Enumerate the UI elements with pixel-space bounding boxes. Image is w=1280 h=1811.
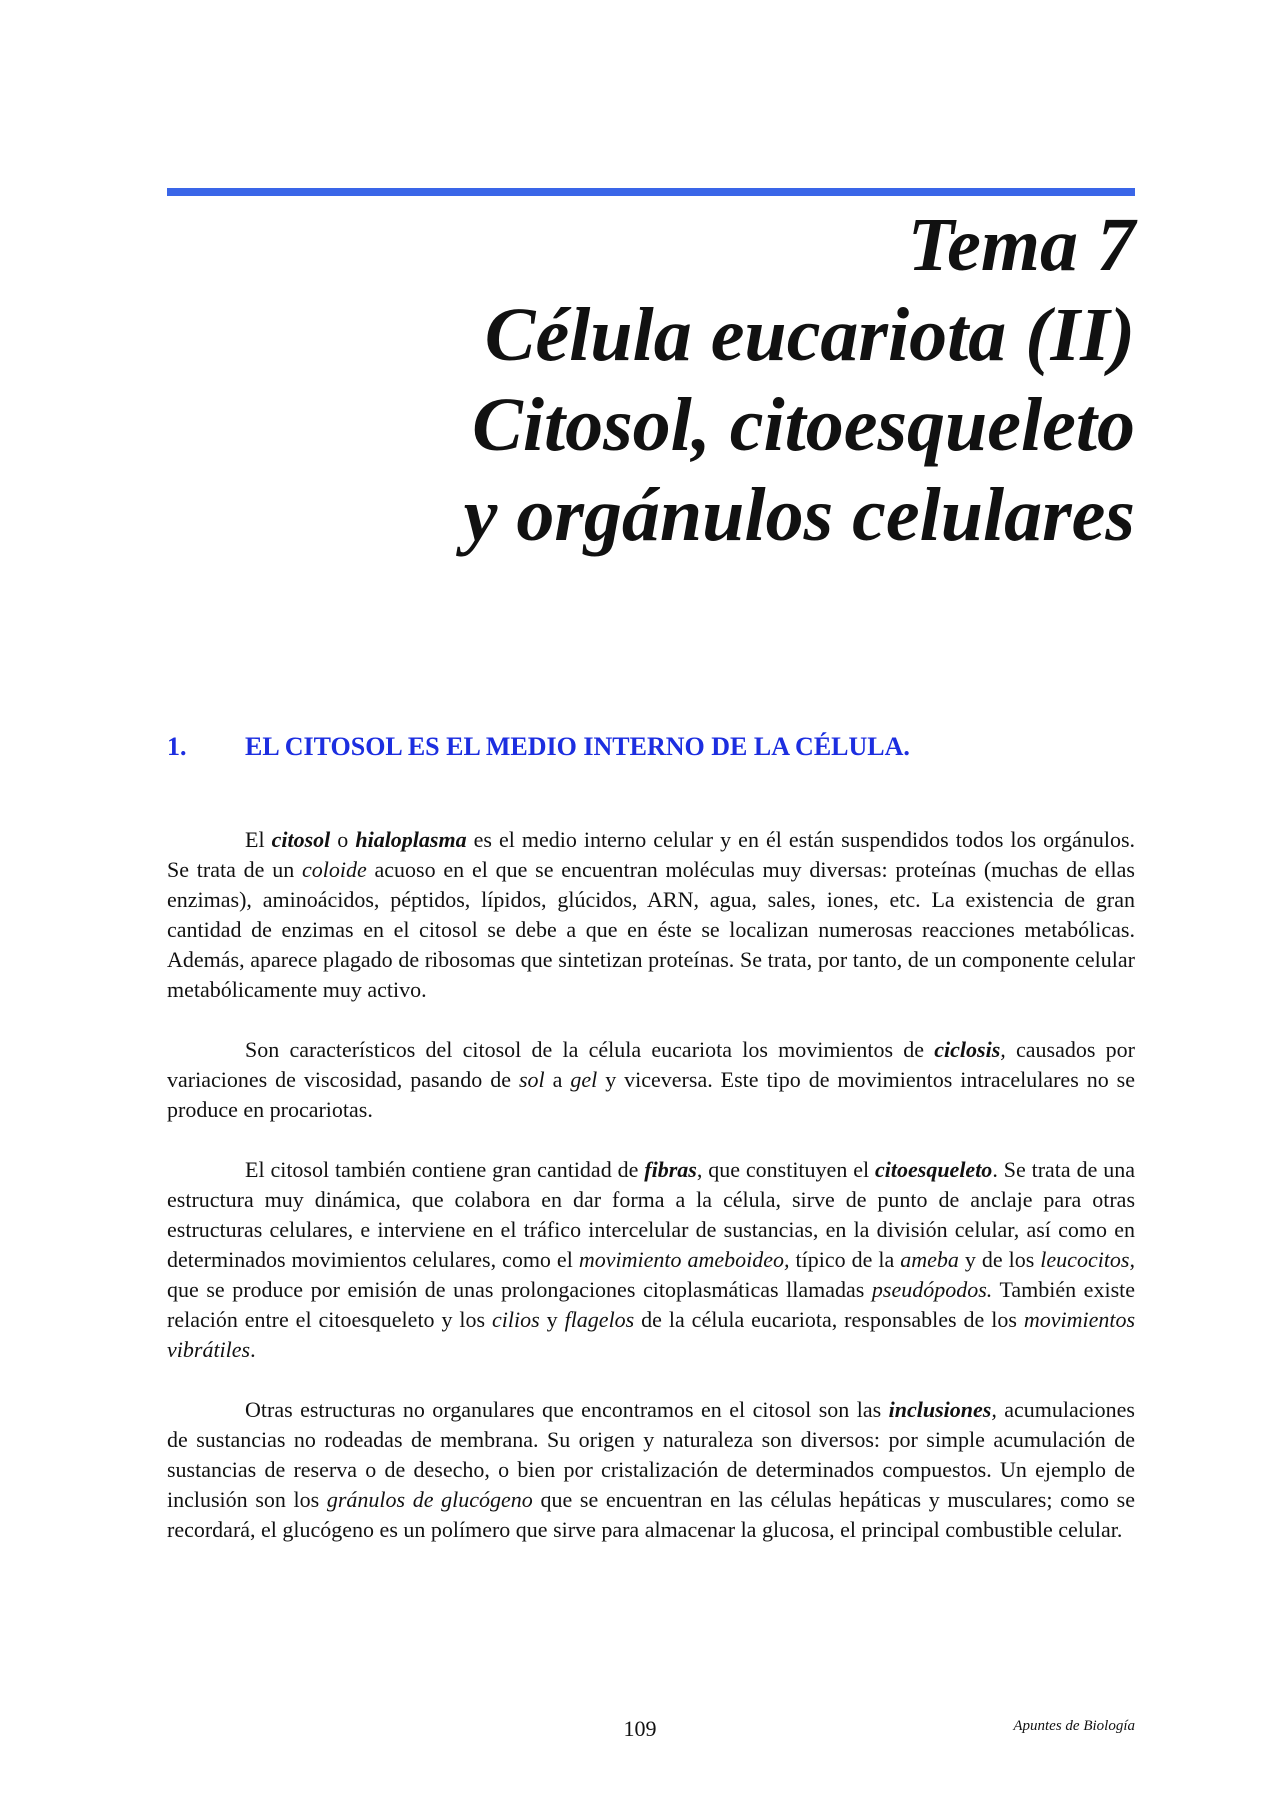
paragraph — [167, 1395, 1135, 1545]
text-run: acumulaciones de sustancias no rodeadas de membrana. Su origen y naturaleza son diversos: por simple acumulación de sustancias de reserva o de desecho, o bien por cristalización de determinados compuestos. Un ejemplo de inclusión son los — [167, 1397, 1135, 1512]
text-run: pseudópodos. — [871, 1277, 993, 1302]
book-name: Apuntes de Biología — [1013, 1718, 1135, 1734]
text-run: a — [544, 1067, 571, 1092]
text-run: hialoplasma — [355, 827, 467, 852]
text-run: que se encuentran en las células hepáticas y musculares; como se recordará, el glucógeno es un polímero que sirve para almacenar la glucosa, el principal combustible celular. — [167, 1487, 1135, 1542]
text-run: es el medio interno celular y en él están suspendidos todos los orgánulos. Se trata de un — [167, 827, 1135, 882]
title-line: Tema 7 — [907, 203, 1135, 287]
text-run: ameba — [900, 1247, 959, 1272]
title-rule — [167, 188, 1135, 196]
text-run: movimiento ameboideo, — [578, 1247, 790, 1272]
text-run: de la célula eucariota, responsables de los — [634, 1307, 1024, 1332]
text-run: , — [991, 1397, 997, 1422]
title-line: Citosol, citoesqueleto — [472, 383, 1135, 467]
text-run: sol — [518, 1067, 545, 1092]
text-run: o — [330, 827, 356, 852]
page-number: 109 — [623, 1716, 657, 1741]
body-text — [167, 825, 1135, 1545]
text-run: que se produce por emisión de unas prolongaciones citoplasmáticas llamadas — [167, 1277, 872, 1302]
text-run: leucocitos, — [1040, 1247, 1135, 1272]
text-run: coloide — [301, 857, 367, 882]
text-run: movimientos vibrátiles — [167, 1307, 1136, 1362]
text-run: . Se trata de una estructura muy dinámica, que colabora en dar forma a la célula, sirve de punto de anclaje para otras estructuras celulares, e interviene en el tráfico intercelular de sustancias, en la división celular, así como en determinados movimientos celulares, como el — [167, 1157, 1136, 1272]
text-run: fibras — [644, 1157, 697, 1182]
text-run: causados por variaciones de viscosidad, pasando de — [167, 1037, 1135, 1092]
section-heading — [167, 732, 1135, 762]
text-run: y viceversa. Este tipo de movimientos intracelulares no se produce en procariotas. — [167, 1067, 1135, 1122]
chapter-title — [235, 200, 1135, 560]
text-run: , que constituyen el — [696, 1157, 875, 1182]
text-run: También existe relación entre el citoesqueleto y los — [167, 1277, 1136, 1332]
title-line: y orgánulos celulares — [463, 473, 1135, 557]
text-run: , — [1000, 1037, 1006, 1062]
text-run: y de los — [958, 1247, 1041, 1272]
text-run: Son característicos del citosol de la célula eucariota los movimientos de — [245, 1037, 935, 1062]
text-run: típico de la — [789, 1247, 901, 1272]
text-run: y — [539, 1307, 565, 1332]
text-run: gránulos de glucógeno — [326, 1487, 533, 1512]
text-run: flagelos — [564, 1307, 635, 1332]
paragraph — [167, 825, 1135, 1005]
text-run: gel — [570, 1067, 598, 1092]
text-run: El citosol también contiene gran cantidad de — [245, 1157, 645, 1182]
text-run: citoesqueleto — [875, 1157, 993, 1182]
section-title: EL CITOSOL ES EL MEDIO INTERNO DE LA CÉLULA. — [245, 732, 910, 761]
text-run: inclusiones — [888, 1397, 992, 1422]
text-run: El — [245, 827, 272, 852]
section-number: 1. — [167, 732, 187, 761]
text-run: ciclosis — [934, 1037, 1001, 1062]
text-run: citosol — [271, 827, 331, 852]
text-run: acuoso en el que se encuentran moléculas muy diversas: proteínas (muchas de ellas enzimas), aminoácidos, péptidos, lípidos, glúcidos, ARN, agua, sales, iones, etc. La existencia de gran cantidad de enzimas en el citosol se debe a que en éste se localizan numerosas reacciones metabólicas. Además, aparece plagado de ribosomas que sintetizan proteínas. Se trata, por tanto, de un componente celular metabólicamente muy activo. — [167, 857, 1135, 1002]
paragraph — [167, 1035, 1135, 1125]
title-line: Célula eucariota (II) — [484, 293, 1135, 377]
text-run: cilios — [492, 1307, 540, 1332]
text-run: Otras estructuras no organulares que encontramos en el citosol son las — [245, 1397, 889, 1422]
text-run: . — [250, 1337, 256, 1362]
paragraph — [167, 1155, 1135, 1365]
